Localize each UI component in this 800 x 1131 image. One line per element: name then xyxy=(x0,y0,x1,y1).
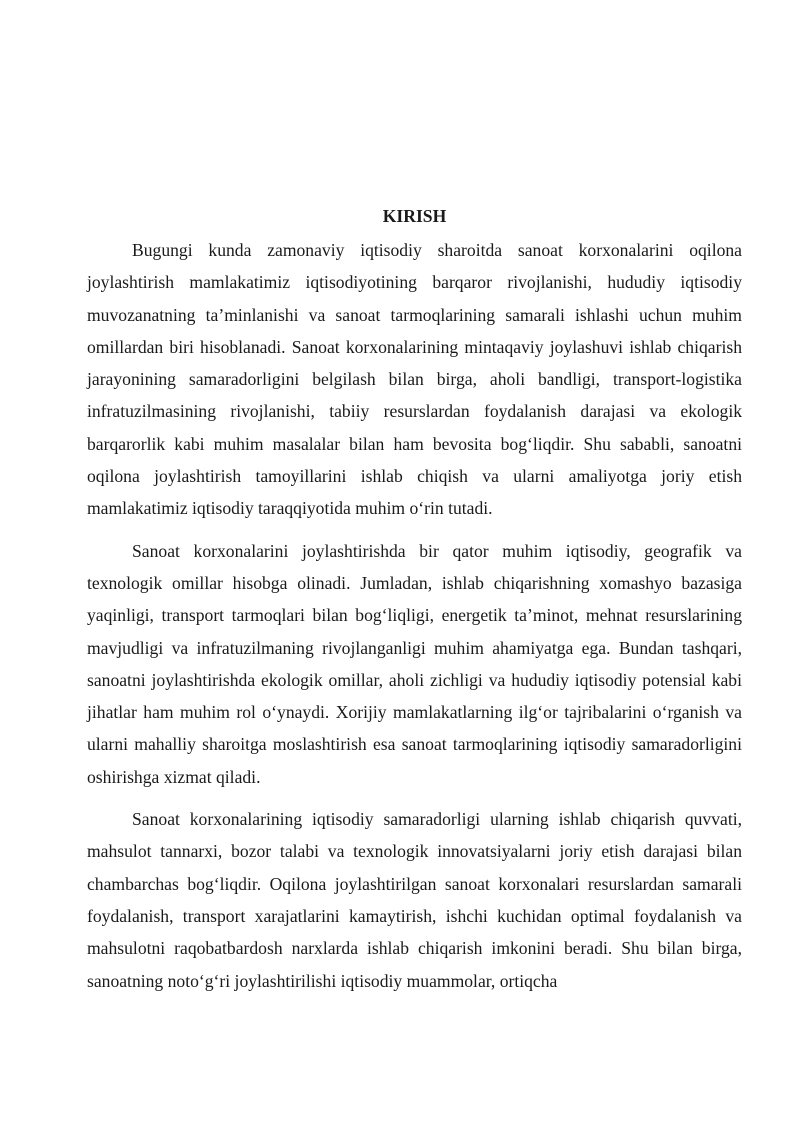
paragraph-2: Sanoat korxonalarini joylashtirishda bir qator muhim iqtisodiy, geografik va texnologik omillar hisobga olinadi. Jumladan, ishlab chiqarishning xomashyo bazasiga yaqinligi, transport tarmoqlari bilan bog‘liqligi, energetik ta’minot, mehnat resurslarining mavjudligi va infratuzilmaning rivojlanganligi muhim ahamiyatga ega. Bundan tashqari, sanoatni joylashtirishda ekologik omillar, aholi zichligi va hududiy iqtisodiy potensial kabi jihatlar ham muhim rol o‘ynaydi. Xorijiy mamlakatlarning ilg‘or tajribalarini o‘rganish va ularni mahalliy sharoitga moslashtirish esa sanoat tarmoqlarining iqtisodiy samaradorligini oshirishga xizmat qiladi. xyxy=(87,540,742,787)
document-page xyxy=(87,202,742,1007)
section-title: KIRISH xyxy=(382,206,447,226)
paragraph-1: Bugungi kunda zamonaviy iqtisodiy sharoitda sanoat korxonalarini oqilona joylashtirish mamlakatimiz iqtisodiyotining barqaror rivojlanishi, hududiy iqtisodiy muvozanatning ta’minlanishi va sanoat tarmoqlarining samarali ishlashi uchun muhim omillardan biri hisoblanadi. Sanoat korxonalarining mintaqaviy joylashuvi ishlab chiqarish jarayonining samaradorligini belgilash bilan birga, aholi bandligi, transport-logistika infratuzilmasining rivojlanishi, tabiiy resurslardan foydalanish darajasi va ekologik barqarorlik kabi muhim masalalar bilan ham bevosita bog‘liqdir. Shu sababli, sanoatni oqilona joylashtirish tamoyillarini ishlab chiqish va ularni amaliyotga joriy etish mamlakatimiz iqtisodiy taraqqiyotida muhim o‘rin tutadi. xyxy=(87,240,742,519)
paragraph-3: Sanoat korxonalarining iqtisodiy samaradorligi ularning ishlab chiqarish quvvati, mahsulot tannarxi, bozor talabi va texnologik innovatsiyalarni joriy etish darajasi bilan chambarchas bog‘liqdir. Oqilona joylashtirilgan sanoat korxonalari resurslardan samarali foydalanish, transport xarajatlarini kamaytirish, ishchi kuchidan optimal foydalanish va mahsulotni raqobatbardosh narxlarda ishlab chiqarish imkonini beradi. Shu bilan birga, sanoatning noto‘g‘ri joylashtirilishi iqtisodiy muammolar, ortiqcha xyxy=(87,809,742,991)
